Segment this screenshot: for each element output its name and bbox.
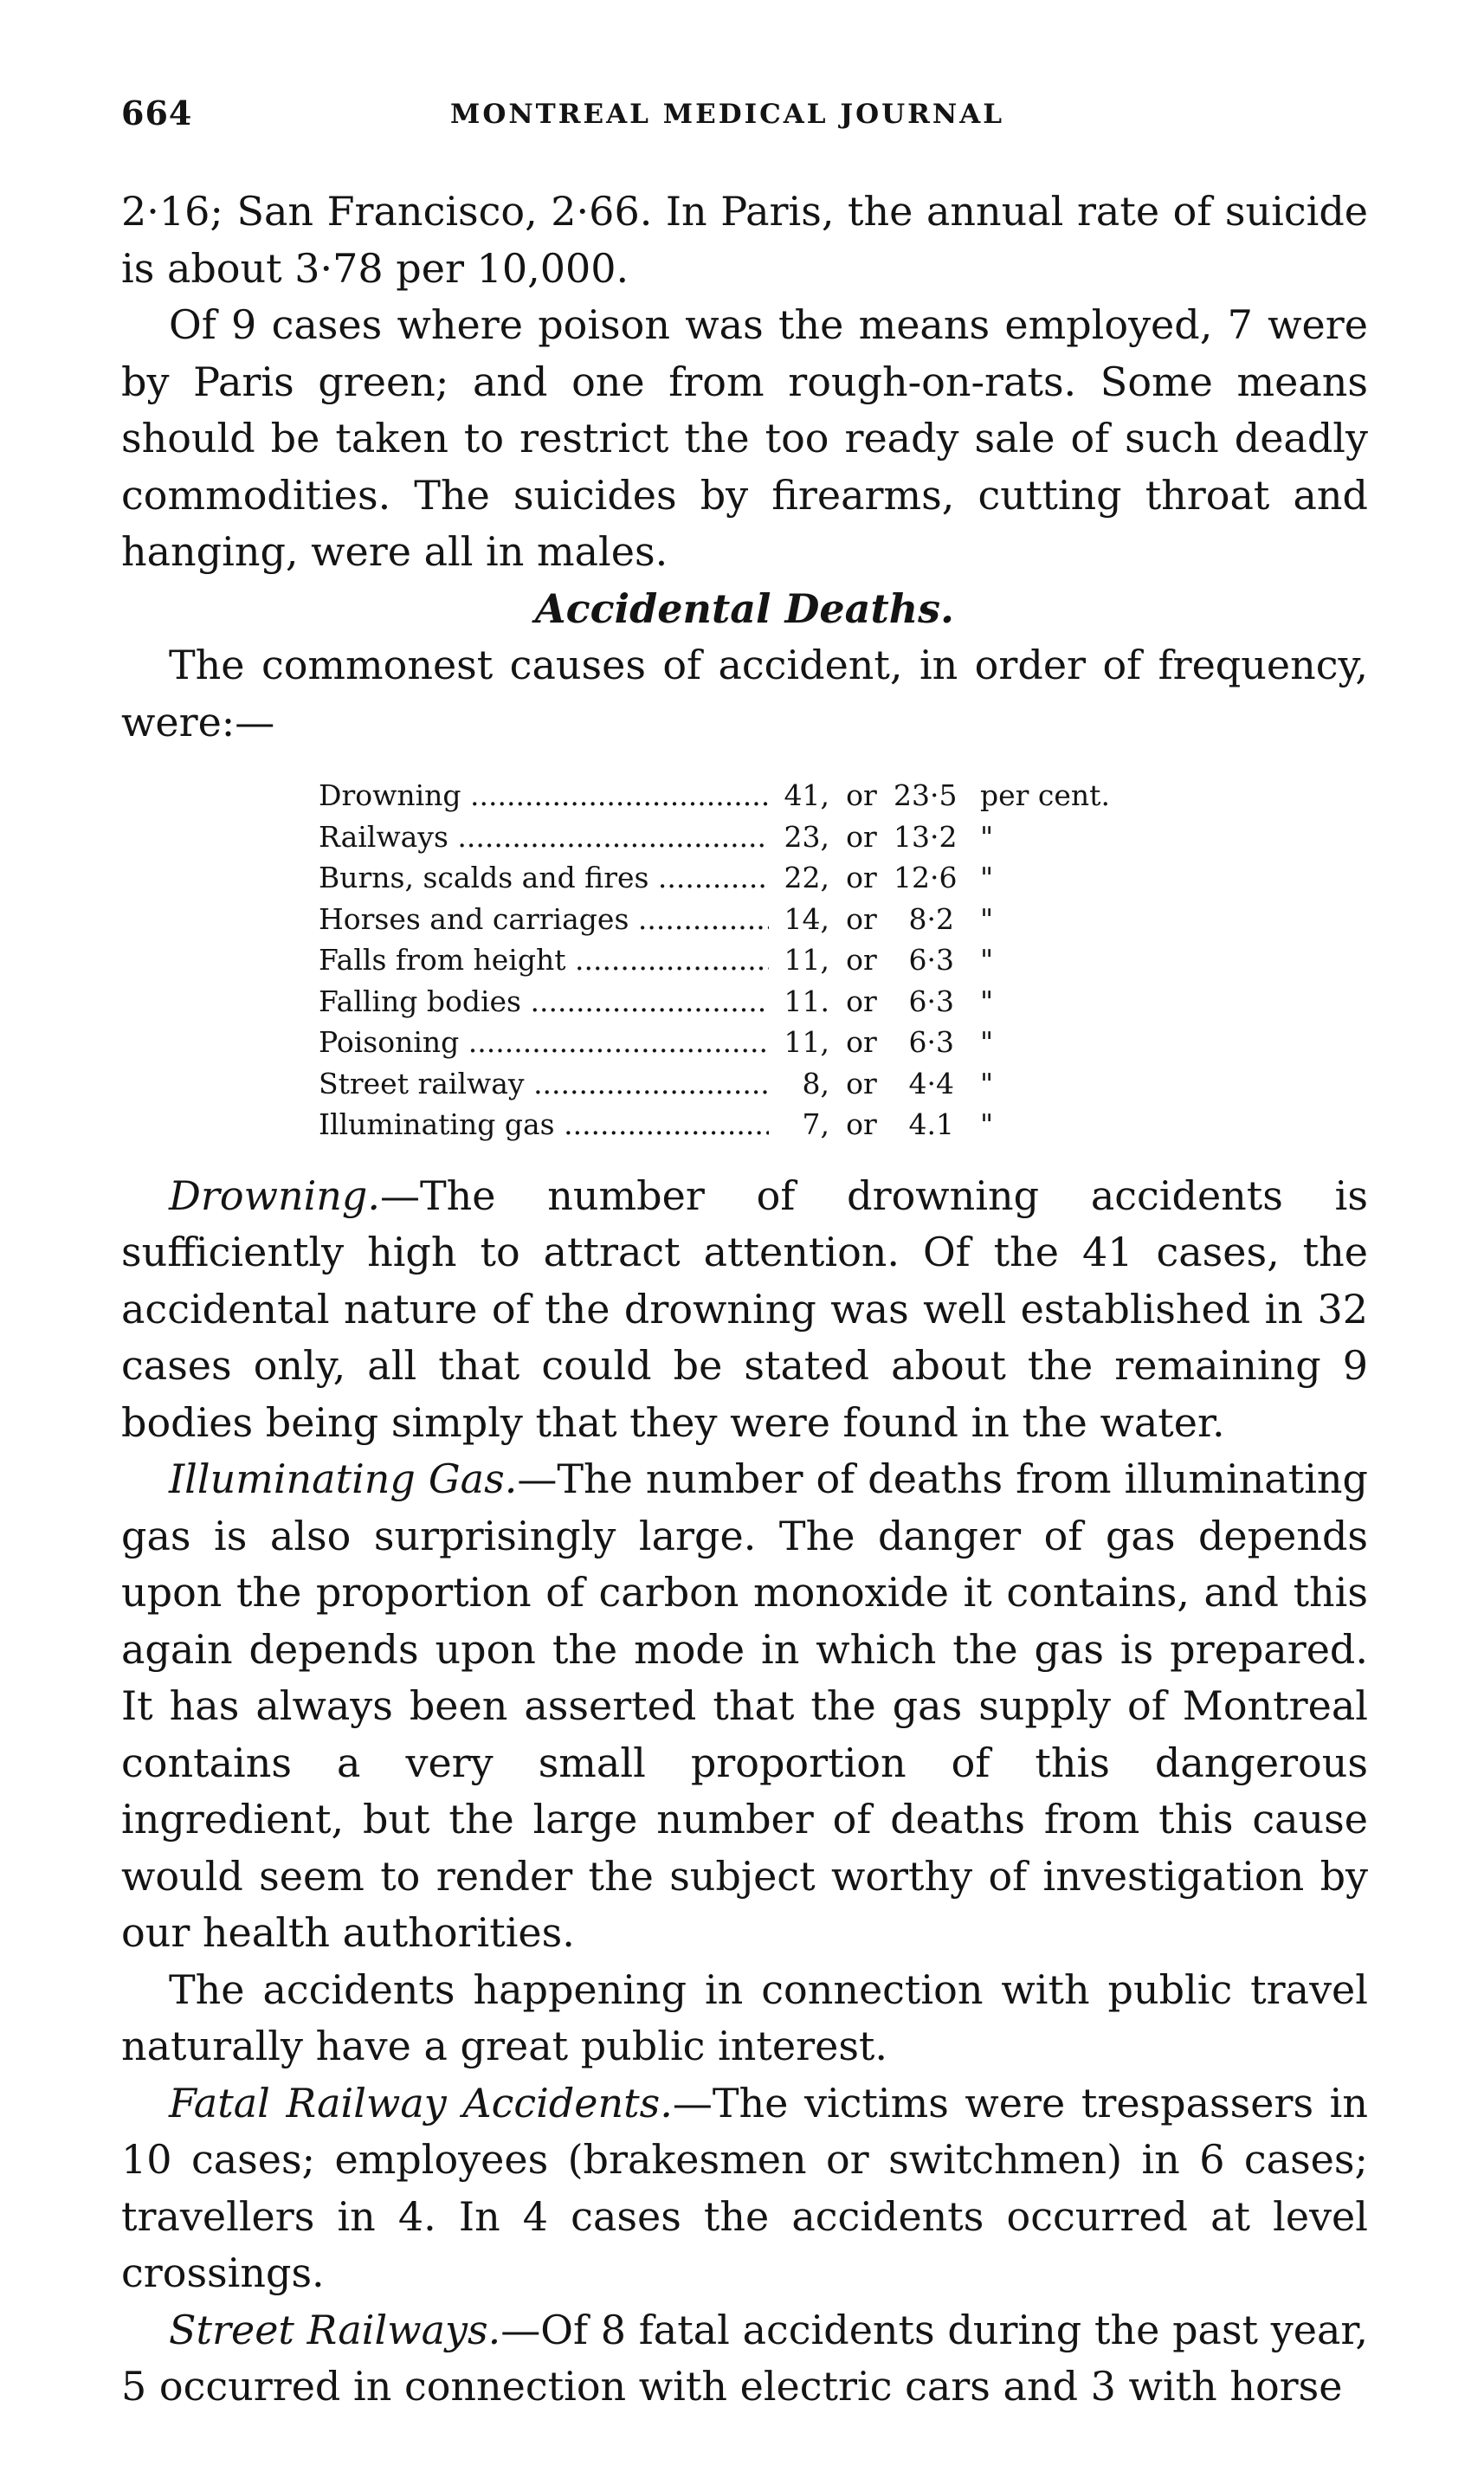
percent-cell: 8·2 (908, 901, 954, 936)
paragraph-railway-accidents (121, 2075, 1368, 2302)
table-row (319, 899, 1314, 940)
table-row (319, 939, 1314, 981)
table-row (319, 1104, 1314, 1145)
count-cell: 11, (784, 943, 829, 977)
railway-lead-in: Fatal Railway Accidents. (169, 2079, 673, 2126)
cause-cell: Horses and carriages ..... (319, 899, 769, 940)
percent-cell: 6·3 (908, 1025, 954, 1059)
count-cell: 14, (784, 901, 829, 936)
count-cell: 41, (784, 778, 829, 812)
paragraph-public-travel: The accidents happening in connection with public travel naturally have a great public interest. (121, 1965, 1368, 2069)
count-cell: 8, (802, 1066, 829, 1100)
table-row (319, 816, 1314, 858)
unit-cell: " (980, 861, 994, 894)
street-railways-text: —Of 8 fatal accidents during the past year, 5 occurred in connection with electric cars and 3 with horse (121, 2306, 1368, 2410)
table-row (319, 1063, 1314, 1105)
unit-cell: " (980, 1107, 994, 1141)
unit-cell: " (980, 1025, 994, 1059)
unit-cell: " (980, 901, 994, 936)
cause-cell: Burns, scalds and fires ..... (319, 857, 769, 899)
unit-cell: " (980, 984, 994, 1018)
running-title: MONTREAL MEDICAL JOURNAL (450, 99, 1005, 130)
percent-cell: 4·4 (908, 1066, 954, 1100)
cause-cell: Railways ..... (319, 816, 769, 858)
drowning-lead-in: Drowning. (169, 1171, 380, 1219)
or-cell: or (846, 1107, 877, 1141)
paragraph-illuminating-gas (121, 1451, 1368, 1962)
unit-cell: " (980, 1066, 994, 1100)
paragraph-drowning (121, 1168, 1368, 1452)
section-heading-accidental-deaths: Accidental Deaths. (534, 584, 955, 632)
cause-cell: Street railway ..... (319, 1063, 769, 1105)
or-cell: or (846, 943, 877, 977)
unit-cell: " (980, 819, 994, 854)
cause-cell: Drowning ..... (319, 775, 769, 816)
or-cell: or (846, 901, 877, 936)
count-cell: 22, (784, 861, 829, 894)
table-row (319, 857, 1314, 899)
cause-cell: Poisoning ..... (319, 1022, 769, 1063)
or-cell: or (846, 861, 877, 894)
cause-cell: Falls from height ..... (319, 939, 769, 981)
paragraph-commonest-causes: The commonest causes of accident, in order of frequency, were:— (121, 642, 1368, 745)
percent-cell: 13·2 (894, 819, 958, 854)
or-cell: or (846, 778, 877, 812)
railway-text: —The victims were trespassers in 10 cases; employees (brakesmen or switchmen) in 6 cases; travellers in 4. In 4 cases the accidents occurred at level crossings. (121, 2079, 1368, 2296)
page-number: 664 (121, 94, 193, 132)
paragraph-poison: Of 9 cases where poison was the means employed, 7 were by Paris green; and one from rough-on-rats. Some means should be taken to restrict the too ready sale of such deadly commodities. The suicides by firearms, cutting throat and hanging, were all in males. (121, 301, 1368, 575)
or-cell: or (846, 1025, 877, 1059)
cause-cell: Illuminating gas ..... (319, 1104, 769, 1145)
table-row (319, 775, 1314, 816)
or-cell: or (846, 1066, 877, 1100)
accident-causes-table (319, 775, 1314, 1145)
page-header (121, 94, 1368, 145)
paragraph-street-railways (121, 2302, 1368, 2416)
percent-cell: 23·5 (894, 778, 958, 812)
percent-cell: 6·3 (908, 984, 954, 1018)
percent-cell: 12·6 (894, 861, 958, 894)
count-cell: 7, (802, 1107, 829, 1141)
percent-cell: 4.1 (908, 1107, 954, 1141)
gas-lead-in: Illuminating Gas. (169, 1455, 518, 1502)
or-cell: or (846, 984, 877, 1018)
percent-cell: 6·3 (908, 943, 954, 977)
count-cell: 11. (784, 984, 829, 1018)
count-cell: 23, (784, 819, 829, 854)
count-cell: 11, (784, 1025, 829, 1059)
street-railways-lead-in: Street Railways. (169, 2306, 501, 2353)
table-row (319, 1022, 1314, 1063)
cause-cell: Falling bodies ..... (319, 981, 769, 1023)
drowning-text: —The number of drowning accidents is sufficiently high to attract attention. Of the 41 cases, the accidental nature of the drowning was well established in 32 cases only, all that could be stated about the remaining 9 bodies being simply that they were found in the water. (121, 1171, 1368, 1446)
paragraph-suicide-rates: 2·16; San Francisco, 2·66. In Paris, the annual rate of suicide is about 3·78 per 10,000. (121, 188, 1368, 292)
table-row (319, 981, 1314, 1023)
gas-text: —The number of deaths from illuminating gas is also surprisingly large. The danger of gas depends upon the proportion of carbon monoxide it contains, and this again depends upon the mode in which the gas is prepared. It has always been asserted that the gas supply of Montreal contains a very small proportion of this dangerous ingredient, but the large number of deaths from this cause would seem to render the subject worthy of investigation by our health authorities. (121, 1455, 1368, 1956)
unit-cell: " (980, 943, 994, 977)
article-body (121, 184, 1368, 2416)
or-cell: or (846, 819, 877, 854)
unit-cell: per cent. (980, 778, 1110, 812)
